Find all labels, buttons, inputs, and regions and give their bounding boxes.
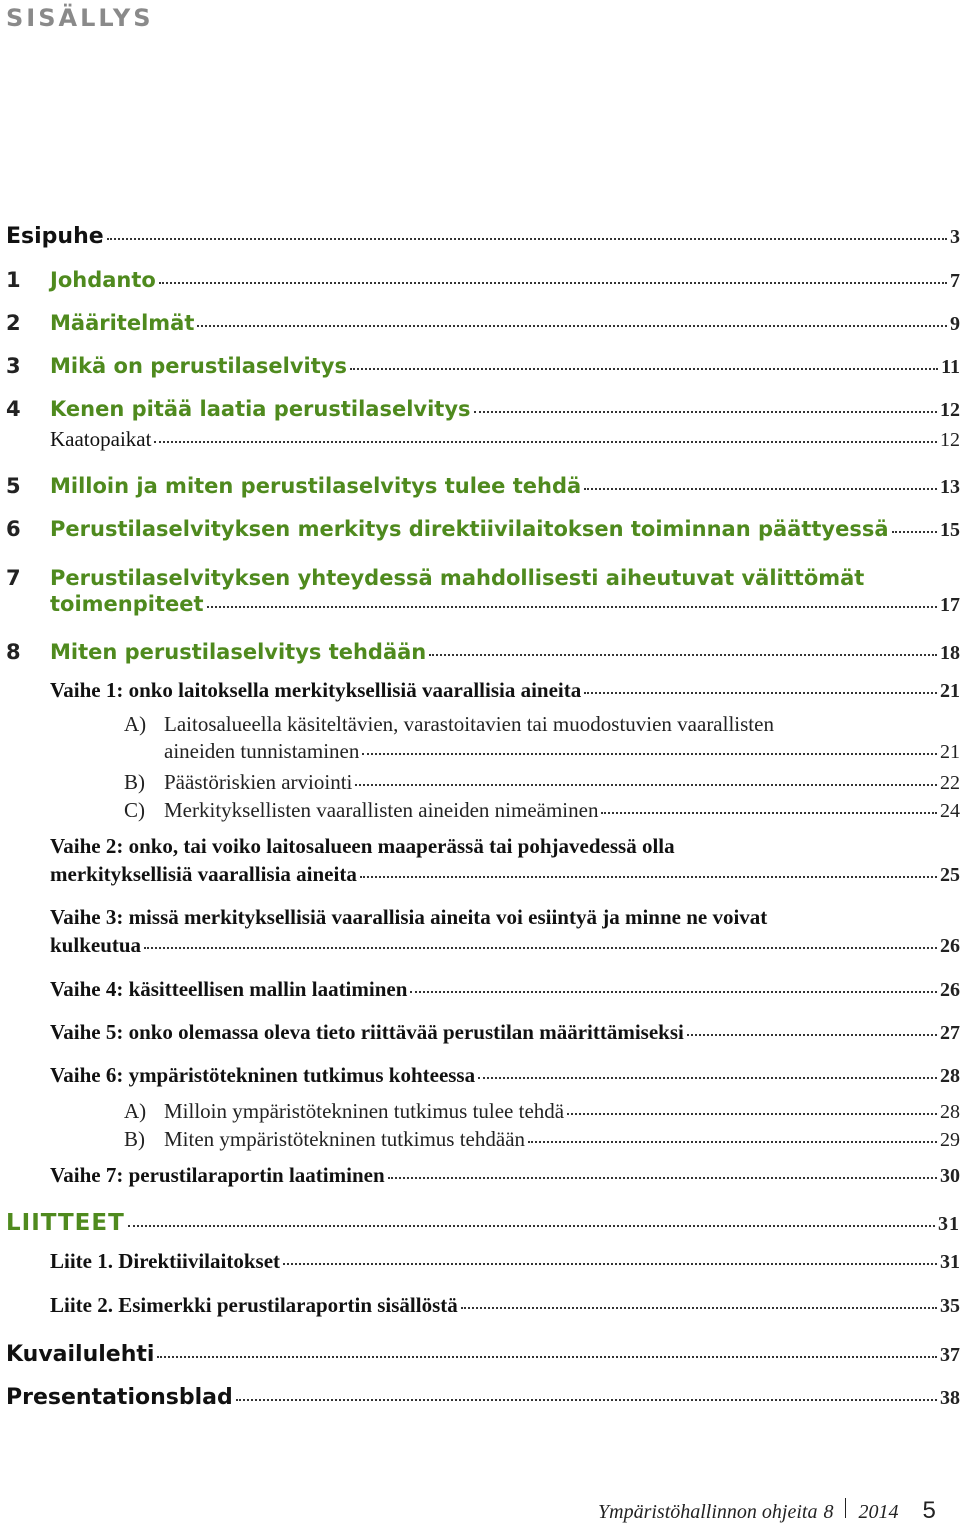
toc-page-number: 18	[940, 642, 960, 664]
toc-section-number: 5	[6, 474, 21, 498]
toc-title: Liite 1. Direktiivilaitokset	[50, 1249, 281, 1273]
dot-leader	[360, 876, 937, 878]
dot-leader	[601, 812, 937, 814]
toc-page-number: 31	[940, 1251, 960, 1273]
toc-sub-label: A)	[124, 1099, 147, 1123]
toc-section-number: 8	[6, 640, 21, 664]
toc-title-line2: kulkeutua	[50, 933, 142, 957]
dot-leader	[144, 947, 937, 949]
toc-page-number: 21	[940, 741, 960, 763]
toc-page-number: 11	[941, 356, 960, 378]
dot-leader	[350, 368, 938, 370]
dot-leader	[362, 753, 937, 755]
toc-title-line2: merkityksellisiä vaarallisia aineita	[50, 862, 357, 886]
page-heading: SISÄLLYS	[6, 4, 154, 32]
dot-leader	[128, 1225, 935, 1227]
toc-title: Määritelmät	[50, 311, 195, 335]
footer-series: Ympäristöhallinnon ohjeita	[598, 1501, 818, 1523]
toc-title-line1: Vaihe 2: onko, tai voiko laitosalueen maaperässä tai pohjavedessä olla	[50, 834, 675, 858]
toc-sub-label: B)	[124, 770, 145, 794]
dot-leader	[584, 488, 937, 490]
toc-title-line1: Perustilaselvityksen yhteydessä mahdollisesti aiheutuvat välittömät	[50, 566, 865, 590]
toc-page-number: 27	[940, 1022, 960, 1044]
dot-leader	[236, 1399, 937, 1401]
toc-page-number: 17	[940, 594, 960, 616]
toc-page-number: 3	[950, 226, 960, 248]
toc-page-number: 28	[940, 1101, 960, 1123]
toc-page-number: 12	[940, 429, 960, 451]
dot-leader	[687, 1034, 937, 1036]
toc-entry-milloin-ja-miten[interactable]	[6, 474, 960, 499]
toc-page-number: 9	[950, 313, 960, 335]
toc-page-number: 13	[940, 476, 960, 498]
toc-page-number: 12	[940, 399, 960, 421]
toc-section-number: 1	[6, 268, 21, 292]
toc-title-line1: Laitosalueella käsiteltävien, varastoitavien tai muodostuvien vaarallisten	[164, 712, 774, 736]
footer-divider	[845, 1498, 846, 1518]
toc-entry-kenen-pitaa-laatia[interactable]	[6, 397, 960, 422]
toc-entry-vaihe1-a[interactable]	[124, 712, 960, 764]
toc-title: Kuvailulehti	[6, 1342, 155, 1367]
toc-title-line2: toimenpiteet	[50, 592, 204, 616]
toc-page-number: 31	[938, 1213, 960, 1235]
toc-page-number: 21	[940, 680, 960, 702]
toc-page-number: 15	[940, 519, 960, 541]
dot-leader	[892, 531, 937, 533]
toc-entry-vaihe1-c[interactable]	[124, 798, 960, 823]
toc-sub-label: A)	[124, 712, 147, 736]
dot-leader	[388, 1177, 937, 1179]
toc-entry-mika-on-perustilaselvitys[interactable]	[6, 354, 960, 379]
toc-section-number: 3	[6, 354, 21, 378]
toc-page-number: 24	[940, 800, 960, 822]
toc-entry-vaihe-2[interactable]	[50, 834, 960, 887]
toc-page-number: 35	[940, 1295, 960, 1317]
toc-page-number: 7	[950, 270, 960, 292]
toc-entry-liite-1[interactable]	[50, 1249, 960, 1274]
toc-entry-valittomat-toimenpiteet[interactable]	[6, 566, 960, 617]
toc-entry-merkitys[interactable]	[6, 517, 960, 542]
footer-page-number: 5	[922, 1497, 936, 1524]
toc-title: Vaihe 1: onko laitoksella merkityksellisiä vaarallisia aineita	[50, 678, 582, 702]
toc-section-number: 4	[6, 397, 21, 421]
toc-title-line2: aineiden tunnistaminen	[164, 739, 360, 763]
dot-leader	[107, 238, 947, 240]
footer-year: 2014	[858, 1501, 899, 1523]
toc-title: Milloin ympäristötekninen tutkimus tulee tehdä	[164, 1099, 565, 1123]
toc-entry-liite-2[interactable]	[50, 1293, 960, 1318]
toc-title: LIITTEET	[6, 1210, 125, 1236]
toc-title-line1: Vaihe 3: missä merkityksellisiä vaarallisia aineita voi esiintyä ja minne ne voivat	[50, 905, 768, 929]
toc-entry-esipuhe[interactable]	[6, 224, 960, 249]
toc-page-number: 30	[940, 1165, 960, 1187]
toc-entry-miten-tehdaan[interactable]	[6, 640, 960, 665]
dot-leader	[567, 1113, 937, 1115]
dot-leader	[461, 1307, 937, 1309]
toc-entry-vaihe-3[interactable]	[50, 905, 960, 958]
toc-entry-vaihe6-b[interactable]	[124, 1127, 960, 1152]
dot-leader	[528, 1141, 937, 1143]
dot-leader	[355, 784, 937, 786]
toc-entry-vaihe6-a[interactable]	[124, 1099, 960, 1124]
toc-page-number: 22	[940, 772, 960, 794]
toc-page-number: 26	[940, 935, 960, 957]
toc-title: Merkityksellisten vaarallisten aineiden nimeäminen	[164, 798, 599, 822]
dot-leader	[283, 1263, 937, 1265]
toc-title: Liite 2. Esimerkki perustilaraportin sisällöstä	[50, 1293, 458, 1317]
toc-title: Mikä on perustilaselvitys	[50, 354, 347, 378]
toc-entry-vaihe-1[interactable]	[50, 678, 960, 703]
toc-title: Milloin ja miten perustilaselvitys tulee tehdä	[50, 474, 582, 498]
toc-title: Miten ympäristötekninen tutkimus tehdään	[164, 1127, 526, 1151]
dot-leader	[429, 654, 937, 656]
toc-page-number: 38	[940, 1387, 960, 1409]
toc-entry-johdanto[interactable]	[6, 268, 960, 293]
toc-title: Johdanto	[50, 268, 156, 292]
toc-page-number: 37	[940, 1344, 960, 1366]
toc-page-number: 26	[940, 979, 960, 1001]
page-footer	[598, 1497, 960, 1525]
toc-entry-kuvailulehti[interactable]	[6, 1342, 960, 1367]
toc-title: Miten perustilaselvitys tehdään	[50, 640, 427, 664]
toc-entry-presentationsblad[interactable]	[6, 1385, 960, 1410]
toc-title: Esipuhe	[6, 224, 104, 249]
dot-leader	[157, 1356, 937, 1358]
dot-leader	[154, 441, 937, 443]
toc-entry-kaatopaikat[interactable]	[50, 427, 960, 452]
footer-series-number: 8	[823, 1501, 834, 1523]
toc-entry-maaritelmat[interactable]	[6, 311, 960, 336]
toc-section-number: 6	[6, 517, 21, 541]
toc-title: Perustilaselvityksen merkitys direktiivilaitoksen toiminnan päättyessä	[50, 517, 889, 541]
dot-leader	[197, 325, 947, 327]
toc-title: Vaihe 4: käsitteellisen mallin laatiminen	[50, 977, 408, 1001]
dot-leader	[478, 1077, 937, 1079]
dot-leader	[474, 411, 937, 413]
dot-leader	[584, 692, 937, 694]
toc-entry-liitteet[interactable]	[6, 1210, 960, 1236]
toc-sub-label: C)	[124, 798, 145, 822]
toc-sub-label: B)	[124, 1127, 145, 1151]
toc-title: Presentationsblad	[6, 1385, 233, 1410]
dot-leader	[207, 606, 937, 608]
toc-title: Vaihe 5: onko olemassa oleva tieto riittävää perustilan määrittämiseksi	[50, 1020, 684, 1044]
toc-page-number: 29	[940, 1129, 960, 1151]
toc-title: Vaihe 7: perustilaraportin laatiminen	[50, 1163, 385, 1187]
dot-leader	[410, 991, 937, 993]
toc-title: Päästöriskien arviointi	[164, 770, 353, 794]
toc-title: Kaatopaikat	[50, 427, 152, 451]
toc-entry-vaihe-6[interactable]	[50, 1063, 960, 1088]
toc-page-number: 28	[940, 1065, 960, 1087]
toc-page-number: 25	[940, 864, 960, 886]
toc-title: Vaihe 6: ympäristötekninen tutkimus kohteessa	[50, 1063, 476, 1087]
toc-entry-vaihe-7[interactable]	[50, 1163, 960, 1188]
dot-leader	[159, 282, 947, 284]
toc-entry-vaihe-5[interactable]	[50, 1020, 960, 1045]
toc-section-number: 2	[6, 311, 21, 335]
toc-title: Kenen pitää laatia perustilaselvitys	[50, 397, 471, 421]
toc-entry-vaihe1-b[interactable]	[124, 770, 960, 795]
toc-entry-vaihe-4[interactable]	[50, 977, 960, 1002]
toc-section-number: 7	[6, 566, 21, 590]
